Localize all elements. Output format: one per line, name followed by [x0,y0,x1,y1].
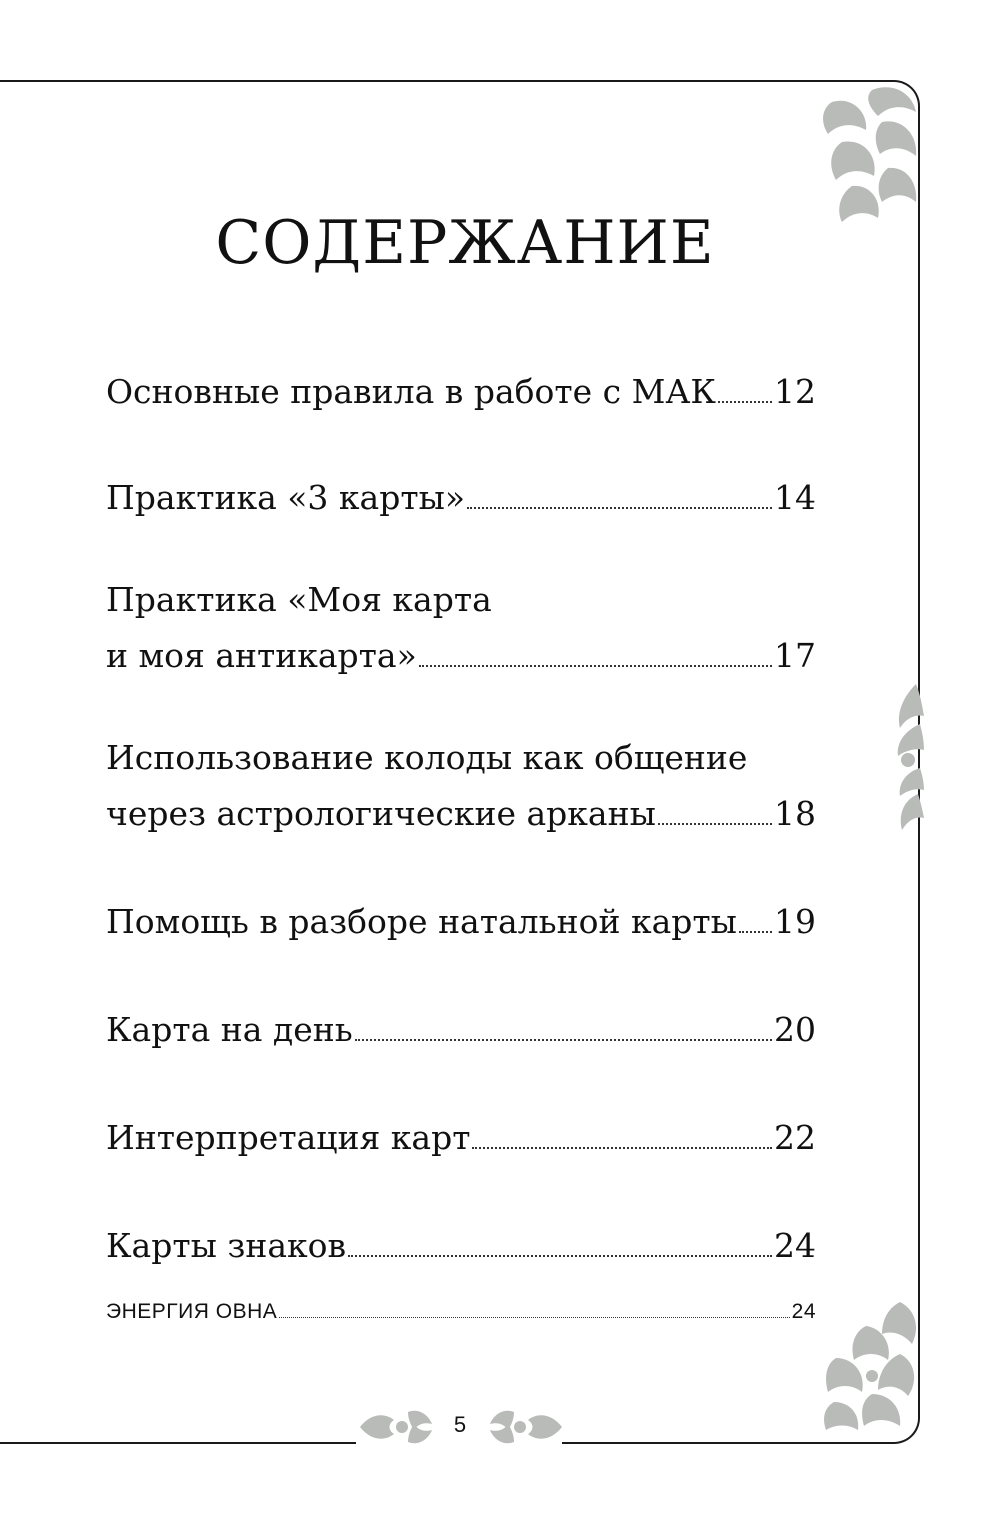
toc-entry[interactable] [106,372,816,412]
toc-entry-title: через астрологические арканы [106,794,656,833]
toc-entry-title: и моя антикарта» [106,636,417,675]
page-number: 5 [453,1412,467,1437]
dot-leader [658,822,772,825]
toc-entry-title: Практика «3 карты» [106,478,466,517]
toc-entry-title-line1: Использование колоды как общение [106,738,748,777]
dot-leader [355,1038,772,1041]
toc-entry-page: 18 [774,794,816,833]
dot-leader [467,506,772,509]
dot-leader [348,1254,772,1257]
toc-entry-page: 22 [774,1118,816,1157]
toc-entry[interactable] [106,580,816,676]
dot-leader [279,1316,789,1318]
dot-leader [472,1146,772,1149]
toc-entry[interactable] [106,738,816,834]
toc-entry-title: Основные правила в работе с МАК [106,372,716,411]
toc-entry-title: ЭНЕРГИЯ ОВНА [106,1300,278,1323]
page-title: СОДЕРЖАНИЕ [215,208,715,278]
dot-leader [419,664,772,667]
toc-entry-page: 17 [774,636,816,675]
toc-entry-page: 19 [774,902,816,941]
dot-leader [718,400,772,403]
dot-leader [739,930,772,933]
toc-entry-title-line1: Практика «Моя карта [106,580,492,619]
toc-subentry[interactable] [106,1298,816,1326]
toc-entry[interactable] [106,902,816,942]
toc-entry-page: 14 [774,478,816,517]
toc-entry-page: 20 [774,1010,816,1049]
toc-entry-title: Карта на день [106,1010,353,1049]
floral-ornament-icon [886,684,926,834]
toc-entry[interactable] [106,1010,816,1050]
toc-entry[interactable] [106,1118,816,1158]
floral-ornament-icon [358,1404,434,1450]
floral-ornament-icon [812,1298,922,1438]
toc-entry-title: Карты знаков [106,1226,347,1265]
toc-entry[interactable] [106,1226,816,1266]
toc-entry[interactable] [106,478,816,518]
toc-entry-title: Помощь в разборе натальной карты [106,902,737,941]
toc-entry-page: 12 [774,372,816,411]
floral-ornament-icon [488,1404,564,1450]
toc-entry-page: 24 [791,1300,816,1323]
toc-entry-page: 24 [774,1226,816,1265]
toc-entry-title: Интерпретация карт [106,1118,471,1157]
